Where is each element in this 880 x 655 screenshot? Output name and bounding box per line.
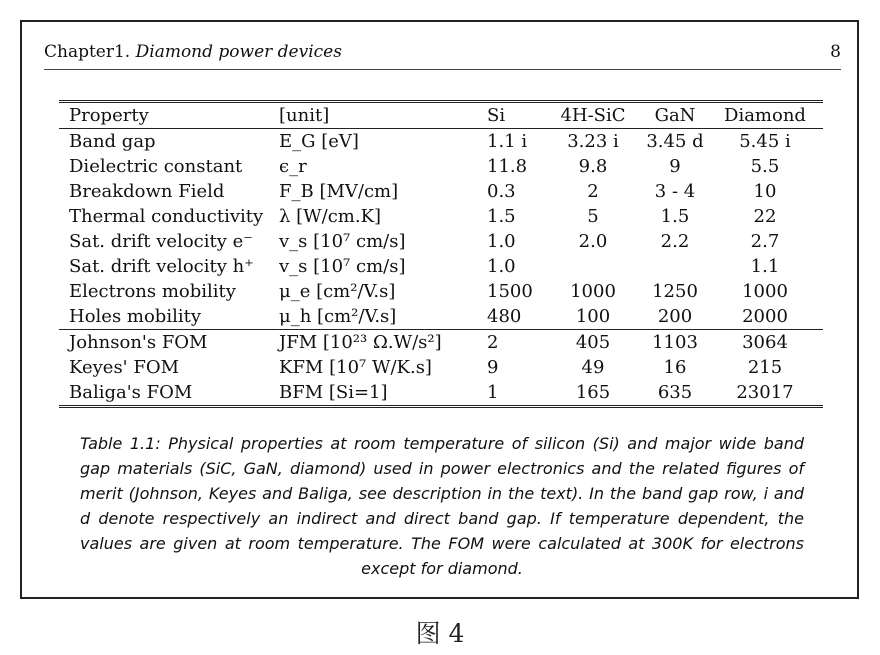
cell-si: 1.0 — [487, 231, 516, 252]
cell-sic: 100 — [575, 306, 611, 327]
cell-gan: 3 - 4 — [654, 181, 696, 202]
cell-unit: μ_h [cm²/V.s] — [279, 306, 397, 327]
table-row — [59, 179, 823, 204]
cell-si: 1.1 i — [487, 131, 528, 152]
cell-unit: E_G [eV] — [279, 131, 359, 152]
column-header: 4H-SiC — [549, 102, 637, 129]
cell-property: Breakdown Field — [69, 181, 225, 202]
properties-table — [59, 100, 823, 408]
page-header — [44, 41, 841, 70]
cell-si: 0.3 — [487, 181, 516, 202]
cell-diamond: 3064 — [713, 330, 823, 356]
cell-sic: 1000 — [570, 281, 616, 302]
cell-si: 11.8 — [487, 156, 528, 177]
cell-diamond: 1.1 — [750, 256, 780, 277]
cell-si: 9 — [487, 357, 499, 378]
cell-property: Baliga's FOM — [59, 380, 279, 407]
cell-property: Johnson's FOM — [59, 330, 279, 356]
cell-diamond: 215 — [747, 357, 783, 378]
cell-si: 1 — [487, 380, 549, 407]
table-row — [59, 380, 823, 407]
cell-property: Keyes' FOM — [69, 357, 180, 378]
cell-diamond: 2000 — [742, 306, 788, 327]
cell-property: Sat. drift velocity e⁻ — [69, 231, 253, 252]
cell-si: 2 — [487, 330, 549, 356]
cell-property: Thermal conductivity — [69, 206, 264, 227]
cell-sic: 2.0 — [578, 231, 608, 252]
cell-diamond: 22 — [753, 206, 777, 227]
table-row — [59, 229, 823, 254]
cell-property: Sat. drift velocity h⁺ — [69, 256, 254, 277]
cell-property: Electrons mobility — [69, 281, 236, 302]
column-header: GaN — [637, 102, 713, 129]
cell-sic: 405 — [549, 330, 637, 356]
cell-unit: v_s [10⁷ cm/s] — [279, 256, 406, 277]
cell-gan: 1.5 — [660, 206, 690, 227]
cell-diamond: 5.45 i — [739, 131, 791, 152]
cell-unit: KFM [10⁷ W/K.s] — [279, 357, 432, 378]
cell-unit: JFM [10²³ Ω.W/s²] — [279, 330, 487, 356]
cell-diamond: 10 — [753, 181, 777, 202]
cell-property: Dielectric constant — [69, 156, 243, 177]
cell-si: 1.0 — [487, 256, 516, 277]
cell-unit: λ [W/cm.K] — [279, 206, 382, 227]
cell-gan: 1103 — [637, 330, 713, 356]
cell-gan: 635 — [637, 380, 713, 407]
cell-sic: 165 — [549, 380, 637, 407]
cell-unit: v_s [10⁷ cm/s] — [279, 231, 406, 252]
cell-gan: 200 — [657, 306, 693, 327]
cell-si: 1500 — [487, 281, 533, 302]
chapter-heading: Chapter1. Diamond power devices — [44, 42, 342, 62]
table-caption: Table 1.1: Physical properties at room temperature of silicon (Si) and major wide band gap materials (SiC, GaN, diamond) used in power electronics and the related figures of merit (Johnson, Keyes and Baliga, see description in the text). In the band gap row, i and d denote respectively an indirect and direct band gap. If temperature dependent, the values are given at room temperature. The FOM were calculated at 300K for electrons except for diamond. — [80, 434, 804, 578]
cell-sic: 2 — [587, 181, 599, 202]
figure-frame — [20, 20, 859, 599]
table-row — [59, 254, 823, 279]
cell-si: 1.5 — [487, 206, 516, 227]
column-header: Si — [487, 102, 549, 129]
page-number: 8 — [830, 42, 841, 62]
cell-unit: ϵ_r — [279, 156, 307, 177]
cell-unit: μ_e [cm²/V.s] — [279, 281, 396, 302]
cell-gan: 1250 — [652, 281, 698, 302]
cell-si: 480 — [487, 306, 522, 327]
column-header: [unit] — [279, 102, 487, 129]
table-row — [59, 330, 823, 356]
cell-gan: 16 — [663, 357, 687, 378]
cell-diamond: 23017 — [713, 380, 823, 407]
table-row — [59, 204, 823, 229]
table-header-row — [59, 102, 823, 129]
cell-property: Band gap — [69, 131, 156, 152]
table-row — [59, 154, 823, 179]
cell-sic: 3.23 i — [567, 131, 619, 152]
table-row — [59, 279, 823, 304]
table-row — [59, 129, 823, 155]
cell-sic: 9.8 — [578, 156, 608, 177]
cell-diamond: 2.7 — [750, 231, 780, 252]
table-row — [59, 304, 823, 330]
cell-gan — [637, 254, 713, 279]
cell-gan: 3.45 d — [646, 131, 704, 152]
cell-diamond: 1000 — [742, 281, 788, 302]
cell-unit: F_B [MV/cm] — [279, 181, 399, 202]
column-header: Property — [59, 102, 279, 129]
table-body — [59, 129, 823, 407]
figure-label: 图 4 — [415, 619, 465, 648]
cell-gan: 9 — [669, 156, 681, 177]
cell-unit: BFM [Si=1] — [279, 380, 487, 407]
cell-gan: 2.2 — [660, 231, 690, 252]
cell-property: Holes mobility — [69, 306, 202, 327]
column-header: Diamond — [713, 102, 823, 129]
table-row — [59, 355, 823, 380]
cell-sic: 5 — [587, 206, 599, 227]
cell-sic: 49 — [581, 357, 605, 378]
cell-sic — [549, 254, 637, 279]
cell-diamond: 5.5 — [750, 156, 780, 177]
